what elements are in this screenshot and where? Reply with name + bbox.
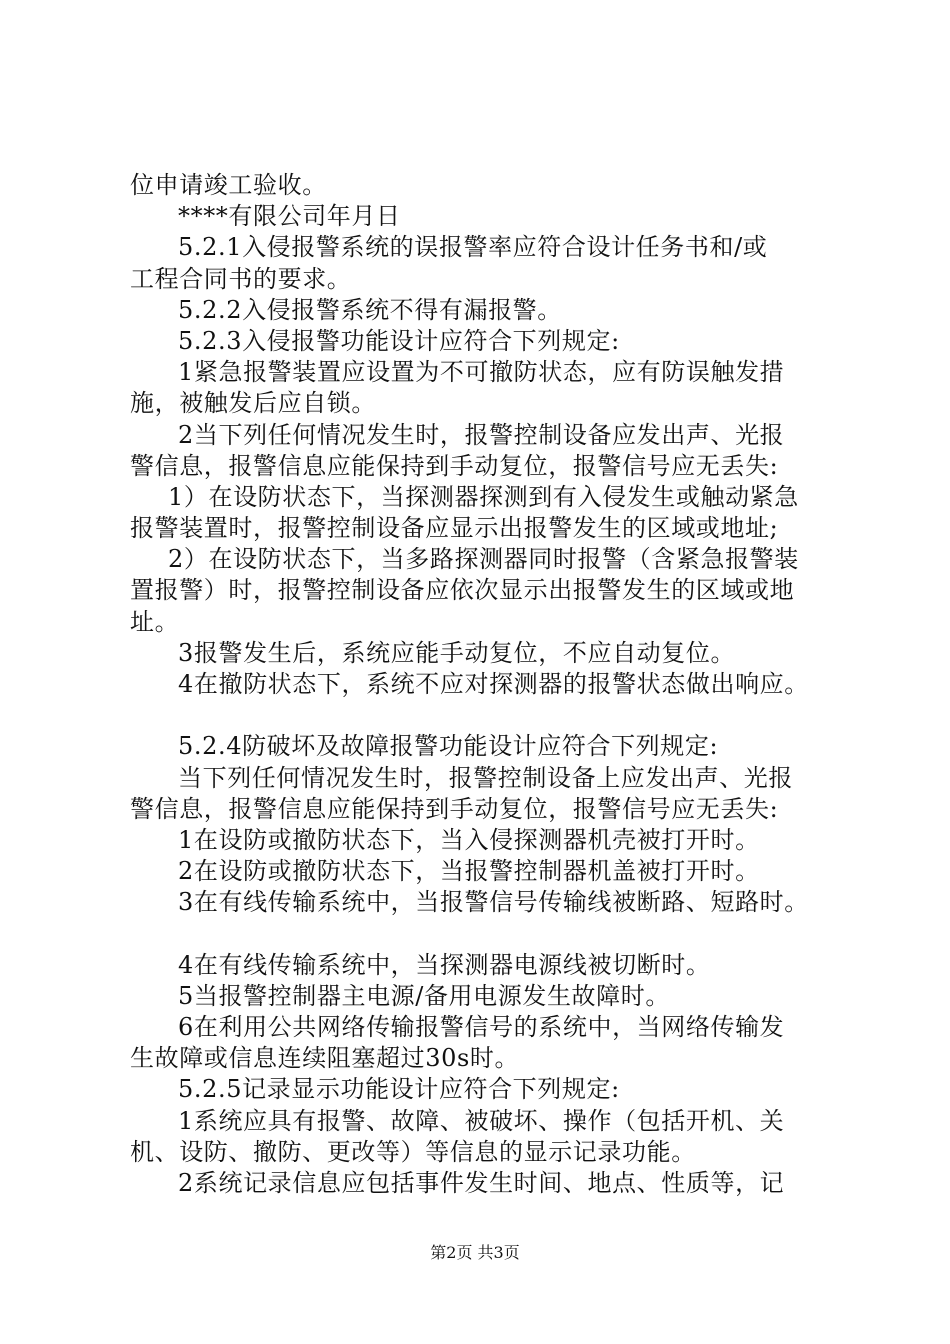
text-line: 5当报警控制器主电源/备用电源发生故障时。 [178, 981, 670, 1010]
text-line: 2系统记录信息应包括事件发生时间、地点、性质等，记 [178, 1169, 785, 1197]
text-line: 生故障或信息连续阻塞超过30s时。 [130, 1044, 520, 1073]
text-line: 2在设防或撤防状态下，当报警控制器机盖被打开时。 [178, 857, 760, 886]
text-line: 当下列任何情况发生时，报警控制设备上应发出声、光报 [178, 763, 793, 792]
text-line: 5.2.1入侵报警系统的误报警率应符合设计任务书和/或 [178, 233, 768, 262]
text-line: 置报警）时，报警控制设备应依次显示出报警发生的区域或地 [130, 576, 795, 605]
text-line: 5.2.2入侵报警系统不得有漏报警。 [178, 295, 562, 324]
text-line: 4在有线传输系统中，当探测器电源线被切断时。 [178, 950, 711, 979]
blank-line [130, 919, 850, 950]
text-line: ****有限公司年月日 [178, 202, 401, 231]
text-line: 1系统应具有报警、故障、被破坏、操作（包括开机、关 [178, 1106, 785, 1135]
text-line: 址。 [130, 607, 180, 636]
text-line: 1）在设防状态下，当探测器探测到有入侵发生或触动紧急 [168, 482, 799, 511]
text-line: 5.2.3入侵报警功能设计应符合下列规定: [178, 326, 620, 355]
text-line: 警信息，报警信息应能保持到手动复位，报警信号应无丢失: [130, 451, 779, 480]
text-line: 3在有线传输系统中，当报警信号传输线被断路、短路时。 [178, 888, 809, 917]
text-line: 6在利用公共网络传输报警信号的系统中，当网络传输发 [178, 1013, 785, 1042]
document-body [130, 170, 850, 1199]
blank-line [130, 700, 850, 731]
text-line: 施，被触发后应自锁。 [130, 389, 376, 418]
text-line: 4在撤防状态下，系统不应对探测器的报警状态做出响应。 [178, 670, 809, 698]
text-line: 3报警发生后，系统应能手动复位，不应自动复位。 [178, 638, 736, 667]
text-line: 工程合同书的要求。 [130, 264, 352, 293]
text-line: 2当下列任何情况发生时，报警控制设备应发出声、光报 [178, 420, 785, 449]
text-line: 5.2.5记录显示功能设计应符合下列规定: [178, 1075, 620, 1104]
text-line: 位申请竣工验收。 [130, 171, 327, 199]
text-line: 机、设防、撤防、更改等）等信息的显示记录功能。 [130, 1137, 696, 1166]
text-line: 1紧急报警装置应设置为不可撤防状态，应有防误触发措 [178, 358, 785, 387]
text-line: 2）在设防状态下，当多路探测器同时报警（含紧急报警装 [168, 545, 799, 574]
page-number-footer: 第2页 共3页 [430, 1243, 520, 1262]
text-line: 警信息，报警信息应能保持到手动复位，报警信号应无丢失: [130, 794, 779, 823]
text-line: 报警装置时，报警控制设备应显示出报警发生的区域或地址; [130, 514, 779, 543]
text-line: 5.2.4防破坏及故障报警功能设计应符合下列规定: [178, 732, 719, 761]
text-line: 1在设防或撤防状态下，当入侵探测器机壳被打开时。 [178, 825, 760, 854]
